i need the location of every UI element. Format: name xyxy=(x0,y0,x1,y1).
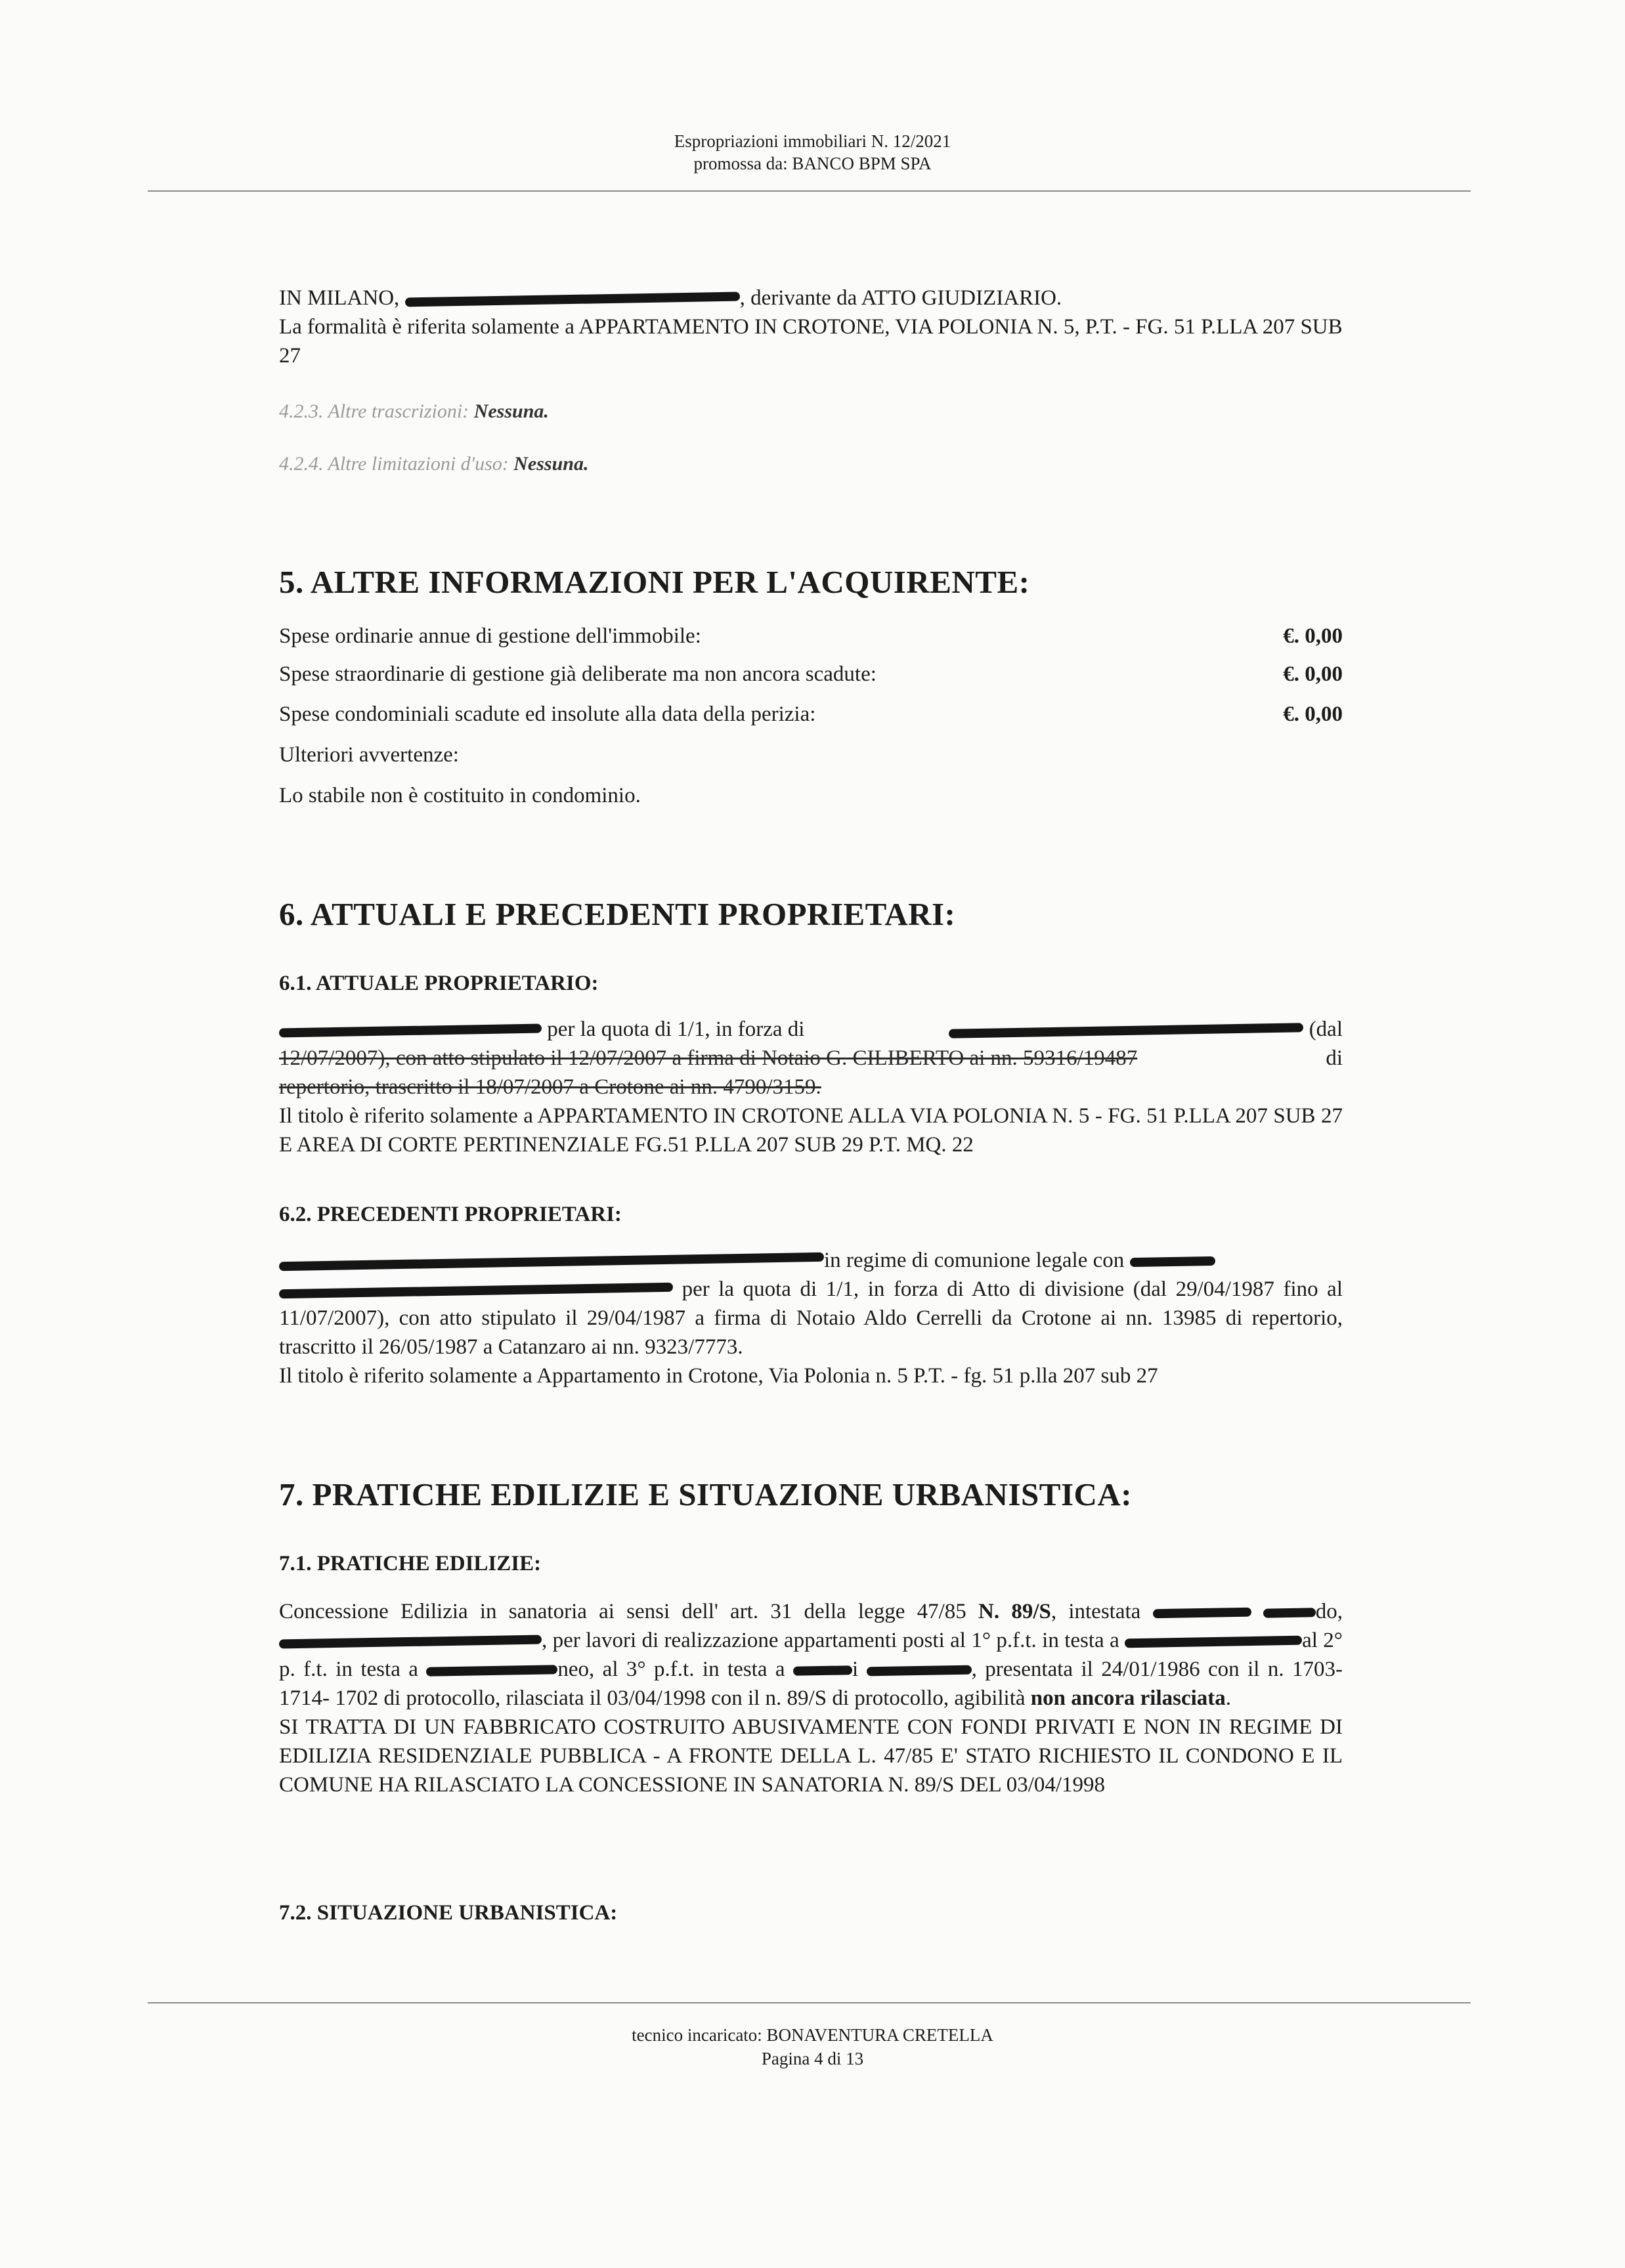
redaction-mark xyxy=(1153,1605,1251,1621)
ulteriori-avvertenze: Ulteriori avvertenze: xyxy=(279,743,459,767)
redaction-mark xyxy=(793,1663,852,1679)
expense-row: Spese ordinarie annue di gestione dell'immobile: €. 0,00 xyxy=(279,624,1343,648)
header-subtitle: promossa da: BANCO BPM SPA xyxy=(693,154,932,173)
redaction-mark xyxy=(426,1663,557,1679)
header-rule xyxy=(148,190,1471,192)
subsection-6-2-title: 6.2. PRECEDENTI PROPRIETARI: xyxy=(279,1203,622,1226)
subsection-7-2-title: 7.2. SITUAZIONE URBANISTICA: xyxy=(279,1901,618,1925)
redaction-mark xyxy=(1263,1605,1316,1621)
expense-row: Spese condominiali scadute ed insolute alla data della perizia: €. 0,00 xyxy=(279,702,1343,726)
redaction-mark xyxy=(1125,1634,1302,1650)
redaction-mark xyxy=(279,1634,542,1650)
redaction-mark xyxy=(867,1663,972,1679)
redaction-mark xyxy=(279,1023,542,1038)
expense-row: Spese straordinarie di gestione già deliberate ma non ancora scadute: €. 0,00 xyxy=(279,662,1343,686)
section-6-title: 6. ATTUALI E PRECEDENTI PROPRIETARI: xyxy=(279,896,956,932)
subsection-7-1-title: 7.1. PRATICHE EDILIZIE: xyxy=(279,1552,542,1575)
section-7-title: 7. PRATICHE EDILIZIE E SITUAZIONE URBANISTICA: xyxy=(279,1476,1133,1512)
intro-line-1: IN MILANO, , derivante da ATTO GIUDIZIARIO. xyxy=(279,286,1062,310)
subsection-6-1-title: 6.1. ATTUALE PROPRIETARIO: xyxy=(279,972,599,995)
condominio-note: Lo stabile non è costituito in condominio. xyxy=(279,784,641,807)
redaction-mark xyxy=(405,291,740,307)
redaction-mark xyxy=(279,1283,673,1298)
redaction-mark xyxy=(279,1254,824,1270)
footer-technician: tecnico incaricato: BONAVENTURA CRETELLA xyxy=(632,2025,993,2045)
header-title: Espropriazioni immobiliari N. 12/2021 xyxy=(674,131,951,151)
building-permits-paragraph: Concessione Edilizia in sanatoria ai sensi dell' art. 31 della legge 47/85 N. 89/S, intestata do,, per lavori di realizzazione appartamenti posti al 1° p.f.t. in testa a al 2° p. f.t. in testa a neo, al 3° p.f.t. in testa a i , presentata il 24/01/1986 con il n. 1703- 1714- 1702 di protocollo, rilasciata il 03/04/1998 con il n. 89/S di protocollo, agibilità non ancora rilasciata. SI TRATTA DI UN FABBRICATO COSTRUITO ABUSIVAMENTE CON FONDI PRIVATI E NON IN REGIME DI EDILIZIA RESIDENZIALE PUBBLICA - A FRONTE DELLA L. 47/85 E' STATO RICHIESTO IL CONDONO E IL COMUNE HA RILASCIATO LA CONCESSIONE IN SANATORIA N. 89/S DEL 03/04/1998 xyxy=(279,1600,1343,1797)
subsection-4-2-3: 4.2.3. Altre trascrizioni: Nessuna. xyxy=(279,400,549,422)
subsection-4-2-4: 4.2.4. Altre limitazioni d'uso: Nessuna. xyxy=(279,453,589,475)
page-number: Pagina 4 di 13 xyxy=(761,2049,864,2068)
intro-line-2: La formalità è riferita solamente a APPARTAMENTO IN CROTONE, VIA POLONIA N. 5, P.T. - FG. 51 P.LLA 207 SUB 27 xyxy=(279,315,1343,368)
owner-paragraph: per la quota di 1/1, in forza di (dal 12/07/2007), con atto stipulato il 12/07/2007 a firma di Notaio G. CILIBERTO ai nn. 59316/19487 di repertorio, trascritto il 18/07/2007 a Crotone ai nn. 4790/3159. Il titolo è riferito solamente a APPARTAMENTO IN CROTONE ALLA VIA POLONIA N. 5 - FG. 51 P.LLA 207 SUB 27 E AREA DI CORTE PERTINENZIALE FG.51 P.LLA 207 SUB 29 P.T. MQ. 22 xyxy=(279,1017,1343,1157)
previous-owners-paragraph: in regime di comunione legale con per la quota di 1/1, in forza di Atto di divisione (dal 29/04/1987 fino al 11/07/2007), con atto stipulato il 29/04/1987 a firma di Notaio Aldo Cerrelli da Crotone ai nn. 13985 di repertorio, trascritto il 26/05/1987 a Catanzaro ai nn. 9323/7773. Il titolo è riferito solamente a Appartamento in Crotone, Via Polonia n. 5 P.T. - fg. 51 p.lla 207 sub 27 xyxy=(279,1249,1343,1388)
redaction-mark xyxy=(1130,1254,1215,1270)
redaction-mark xyxy=(949,1023,1303,1038)
footer-rule xyxy=(148,2002,1471,2003)
section-5-title: 5. ALTRE INFORMAZIONI PER L'ACQUIRENTE: xyxy=(279,564,1030,600)
